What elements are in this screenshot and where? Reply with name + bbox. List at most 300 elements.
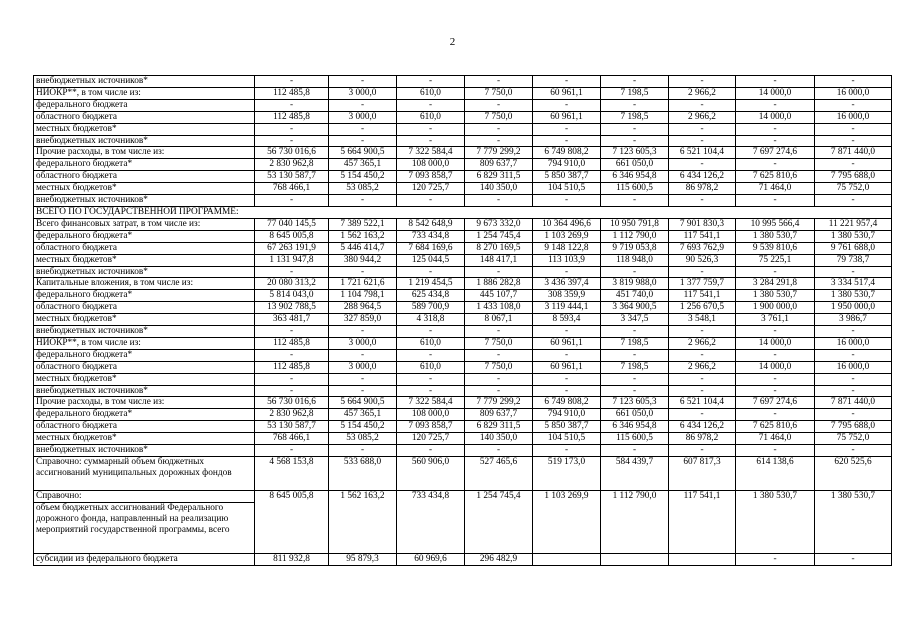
row-label: НИОКР**, в том числе из:: [34, 337, 255, 349]
value-cell: 7 198,5: [601, 87, 669, 99]
value-cell: 1 103 269,9: [533, 230, 601, 242]
value-cell: -: [329, 326, 397, 338]
value-cell: -: [255, 195, 329, 207]
value-cell: 1 950 000,0: [815, 302, 892, 314]
value-cell: -: [533, 349, 601, 361]
value-cell: 527 465,6: [465, 457, 533, 491]
value-cell: -: [465, 373, 533, 385]
value-cell: 1 380 530,7: [815, 491, 892, 554]
value-cell: -: [465, 195, 533, 207]
value-cell: -: [601, 373, 669, 385]
value-cell: 1 886 282,8: [465, 278, 533, 290]
value-cell: 108 000,0: [397, 159, 465, 171]
value-cell: 10 364 496,6: [533, 218, 601, 230]
value-cell: 3 000,0: [329, 111, 397, 123]
value-cell: -: [815, 159, 892, 171]
value-cell: -: [255, 123, 329, 135]
value-cell: -: [397, 135, 465, 147]
value-cell: -: [255, 266, 329, 278]
value-cell: 5 154 450,2: [329, 171, 397, 183]
value-cell: 71 464,0: [736, 183, 815, 195]
table-row: [34, 230, 892, 242]
row-label: субсидии из федерального бюджета: [34, 554, 255, 566]
value-cell: 7 093 858,7: [397, 421, 465, 433]
table-row: [34, 397, 892, 409]
value-cell: -: [465, 349, 533, 361]
value-cell: 8 270 169,5: [465, 242, 533, 254]
value-cell: 5 446 414,7: [329, 242, 397, 254]
value-cell: -: [601, 135, 669, 147]
budget-table: [33, 75, 892, 566]
value-cell: 1 562 163,2: [329, 230, 397, 242]
value-cell: 6 521 104,4: [669, 397, 736, 409]
value-cell: 3 284 291,8: [736, 278, 815, 290]
value-cell: 288 964,5: [329, 302, 397, 314]
value-cell: -: [465, 76, 533, 88]
value-cell: 14 000,0: [736, 361, 815, 373]
value-cell: 1 380 530,7: [815, 230, 892, 242]
value-cell: 1 112 790,0: [601, 230, 669, 242]
value-cell: 6 434 126,2: [669, 171, 736, 183]
value-cell: 610,0: [397, 337, 465, 349]
value-cell: -: [397, 385, 465, 397]
reference-roads-row: [34, 457, 892, 491]
value-cell: 584 439,7: [601, 457, 669, 491]
table-row: [34, 385, 892, 397]
value-cell: -: [601, 326, 669, 338]
value-cell: 3 334 517,4: [815, 278, 892, 290]
value-cell: 7 795 688,0: [815, 171, 892, 183]
table-row: [34, 409, 892, 421]
value-cell: 75 225,1: [736, 254, 815, 266]
value-cell: 7 123 605,3: [601, 147, 669, 159]
table-row: [34, 171, 892, 183]
value-cell: -: [736, 445, 815, 457]
value-cell: 6 829 311,5: [465, 171, 533, 183]
value-cell: -: [815, 195, 892, 207]
value-cell: 6 346 954,8: [601, 171, 669, 183]
value-cell: 6 521 104,4: [669, 147, 736, 159]
value-cell: 56 730 016,6: [255, 147, 329, 159]
table-row: [34, 433, 892, 445]
value-cell: 10 950 791,8: [601, 218, 669, 230]
value-cell: 112 485,8: [255, 87, 329, 99]
value-cell: 7 750,0: [465, 337, 533, 349]
value-cell: -: [736, 409, 815, 421]
value-cell: 117 541,1: [669, 290, 736, 302]
value-cell: -: [815, 349, 892, 361]
value-cell: -: [329, 266, 397, 278]
value-cell: -: [533, 135, 601, 147]
table-row: [34, 76, 892, 88]
row-label: федерального бюджета*: [34, 349, 255, 361]
value-cell: 5 154 450,2: [329, 421, 397, 433]
value-cell: 95 879,3: [329, 554, 397, 566]
row-label: местных бюджетов*: [34, 254, 255, 266]
value-cell: 589 700,9: [397, 302, 465, 314]
value-cell: 7 198,5: [601, 361, 669, 373]
value-cell: 3 436 397,4: [533, 278, 601, 290]
value-cell: 445 107,7: [465, 290, 533, 302]
table-row: [34, 445, 892, 457]
value-cell: -: [736, 76, 815, 88]
value-cell: 60 961,1: [533, 361, 601, 373]
table-row: [34, 242, 892, 254]
value-cell: 768 466,1: [255, 183, 329, 195]
value-cell: 7 625 810,6: [736, 171, 815, 183]
value-cell: -: [601, 445, 669, 457]
row-label: местных бюджетов*: [34, 183, 255, 195]
value-cell: -: [533, 445, 601, 457]
value-cell: -: [533, 99, 601, 111]
row-label: внебюджетных источников*: [34, 195, 255, 207]
value-cell: 1 254 745,4: [465, 491, 533, 554]
value-cell: 115 600,5: [601, 433, 669, 445]
value-cell: 7 871 440,0: [815, 397, 892, 409]
value-cell: 7 795 688,0: [815, 421, 892, 433]
row-label: Справочно: суммарный объем бюджетных ассигнований муниципальных дорожных фондов: [34, 457, 255, 491]
value-cell: -: [255, 349, 329, 361]
table-row: [34, 159, 892, 171]
value-cell: 4 568 153,8: [255, 457, 329, 491]
value-cell: -: [736, 554, 815, 566]
value-cell: 1 380 530,7: [736, 290, 815, 302]
value-cell: -: [533, 266, 601, 278]
value-cell: 53 130 587,7: [255, 171, 329, 183]
value-cell: -: [255, 445, 329, 457]
value-cell: -: [465, 445, 533, 457]
value-cell: 86 978,2: [669, 433, 736, 445]
value-cell: 5 814 043,0: [255, 290, 329, 302]
value-cell: -: [669, 266, 736, 278]
value-cell: 661 050,0: [601, 409, 669, 421]
value-cell: 3 548,1: [669, 314, 736, 326]
value-cell: 75 752,0: [815, 433, 892, 445]
value-cell: 533 688,0: [329, 457, 397, 491]
value-cell: 1 112 790,0: [601, 491, 669, 554]
value-cell: 607 817,3: [669, 457, 736, 491]
value-cell: 60 961,1: [533, 87, 601, 99]
value-cell: -: [736, 195, 815, 207]
value-cell: -: [601, 266, 669, 278]
value-cell: -: [255, 373, 329, 385]
value-cell: 7 322 584,4: [397, 397, 465, 409]
value-cell: 610,0: [397, 87, 465, 99]
value-cell: 733 434,8: [397, 491, 465, 554]
value-cell: 7 779 299,2: [465, 147, 533, 159]
value-cell: 7 123 605,3: [601, 397, 669, 409]
value-cell: 140 350,0: [465, 433, 533, 445]
value-cell: 1 377 759,7: [669, 278, 736, 290]
value-cell: 16 000,0: [815, 361, 892, 373]
row-label: федерального бюджета: [34, 99, 255, 111]
row-label: областного бюджета: [34, 171, 255, 183]
value-cell: -: [465, 266, 533, 278]
value-cell: 625 434,8: [397, 290, 465, 302]
row-label: внебюджетных источников*: [34, 266, 255, 278]
value-cell: 7 697 274,6: [736, 147, 815, 159]
row-label: федерального бюджета*: [34, 159, 255, 171]
table-row: [34, 278, 892, 290]
value-cell: -: [736, 99, 815, 111]
value-cell: -: [669, 135, 736, 147]
value-cell: -: [669, 76, 736, 88]
value-cell: -: [815, 76, 892, 88]
table-row: [34, 290, 892, 302]
value-cell: 457 365,1: [329, 159, 397, 171]
value-cell: -: [397, 195, 465, 207]
value-cell: 77 040 145,5: [255, 218, 329, 230]
value-cell: -: [736, 123, 815, 135]
row-label: НИОКР**, в том числе из:: [34, 87, 255, 99]
value-cell: 3 364 900,5: [601, 302, 669, 314]
value-cell: -: [533, 123, 601, 135]
value-cell: 3 119 444,1: [533, 302, 601, 314]
value-cell: -: [669, 349, 736, 361]
value-cell: -: [601, 385, 669, 397]
value-cell: -: [255, 326, 329, 338]
value-cell: -: [815, 445, 892, 457]
value-cell: 380 944,2: [329, 254, 397, 266]
value-cell: 8 645 005,8: [255, 230, 329, 242]
value-cell: 3 761,1: [736, 314, 815, 326]
value-cell: -: [736, 326, 815, 338]
value-cell: -: [669, 159, 736, 171]
value-cell: -: [465, 123, 533, 135]
value-cell: 3 986,7: [815, 314, 892, 326]
value-cell: 9 539 810,6: [736, 242, 815, 254]
value-cell: 7 750,0: [465, 361, 533, 373]
value-cell: -: [397, 349, 465, 361]
value-cell: 117 541,1: [669, 230, 736, 242]
page-number: 2: [449, 36, 456, 48]
value-cell: 1 380 530,7: [815, 290, 892, 302]
value-cell: 16 000,0: [815, 87, 892, 99]
table-row: [34, 147, 892, 159]
row-label: Капитальные вложения, в том числе из:: [34, 278, 255, 290]
value-cell: 9 761 688,0: [815, 242, 892, 254]
value-cell: 9 673 332,0: [465, 218, 533, 230]
value-cell: 53 085,2: [329, 433, 397, 445]
value-cell: -: [601, 349, 669, 361]
value-cell: -: [329, 195, 397, 207]
value-cell: 794 910,0: [533, 409, 601, 421]
value-cell: 6 346 954,8: [601, 421, 669, 433]
value-cell: 809 637,7: [465, 159, 533, 171]
value-cell: 7 871 440,0: [815, 147, 892, 159]
value-cell: 7 322 584,4: [397, 147, 465, 159]
value-cell: 3 347,5: [601, 314, 669, 326]
value-cell: 75 752,0: [815, 183, 892, 195]
row-label: федерального бюджета*: [34, 230, 255, 242]
row-label: областного бюджета: [34, 111, 255, 123]
value-cell: 8 067,1: [465, 314, 533, 326]
value-cell: 7 625 810,6: [736, 421, 815, 433]
value-cell: 296 482,9: [465, 554, 533, 566]
value-cell: -: [329, 445, 397, 457]
value-cell: 6 749 808,2: [533, 147, 601, 159]
value-cell: 1 104 798,1: [329, 290, 397, 302]
value-cell: -: [736, 159, 815, 171]
table-row: [34, 302, 892, 314]
value-cell: 112 485,8: [255, 337, 329, 349]
value-cell: 7 093 858,7: [397, 171, 465, 183]
value-cell: -: [397, 373, 465, 385]
value-cell: 140 350,0: [465, 183, 533, 195]
table-row: [34, 135, 892, 147]
value-cell: 5 850 387,7: [533, 171, 601, 183]
value-cell: 125 044,5: [397, 254, 465, 266]
row-label: областного бюджета: [34, 242, 255, 254]
row-label: внебюджетных источников*: [34, 76, 255, 88]
row-label: федерального бюджета*: [34, 290, 255, 302]
row-label: внебюджетных источников*: [34, 135, 255, 147]
value-cell: -: [397, 266, 465, 278]
value-cell: -: [465, 99, 533, 111]
value-cell: 1 380 530,7: [736, 491, 815, 554]
value-cell: -: [669, 326, 736, 338]
table-row: [34, 99, 892, 111]
value-cell: -: [815, 99, 892, 111]
value-cell: -: [255, 135, 329, 147]
value-cell: -: [397, 123, 465, 135]
value-cell: -: [669, 123, 736, 135]
value-cell: 7 750,0: [465, 111, 533, 123]
value-cell: 768 466,1: [255, 433, 329, 445]
value-cell: -: [329, 135, 397, 147]
table-row: [34, 195, 892, 207]
value-cell: -: [601, 99, 669, 111]
value-cell: -: [533, 385, 601, 397]
value-cell: -: [815, 385, 892, 397]
value-cell: -: [815, 554, 892, 566]
value-cell: 20 080 313,2: [255, 278, 329, 290]
value-cell: 117 541,1: [669, 491, 736, 554]
row-label: Всего финансовых затрат, в том числе из:: [34, 218, 255, 230]
value-cell: 2 830 962,8: [255, 409, 329, 421]
value-cell: -: [465, 326, 533, 338]
value-cell: -: [533, 373, 601, 385]
value-cell: 9 719 053,8: [601, 242, 669, 254]
value-cell: 6 749 808,2: [533, 397, 601, 409]
value-cell: 519 173,0: [533, 457, 601, 491]
value-cell: 1 256 670,5: [669, 302, 736, 314]
value-cell: 56 730 016,6: [255, 397, 329, 409]
value-cell: -: [669, 373, 736, 385]
value-cell: -: [736, 385, 815, 397]
value-cell: 2 966,2: [669, 337, 736, 349]
value-cell: -: [329, 123, 397, 135]
value-cell: -: [397, 326, 465, 338]
value-cell: -: [736, 373, 815, 385]
value-cell: 4 318,8: [397, 314, 465, 326]
value-cell: -: [533, 195, 601, 207]
value-cell: 794 910,0: [533, 159, 601, 171]
value-cell: 7 697 274,6: [736, 397, 815, 409]
value-cell: -: [533, 326, 601, 338]
value-cell: 7 684 169,6: [397, 242, 465, 254]
value-cell: 327 859,0: [329, 314, 397, 326]
value-cell: 67 263 191,9: [255, 242, 329, 254]
value-cell: 14 000,0: [736, 111, 815, 123]
reference-description: объем бюджетных ассигнований Федерального дорожного фонда, направленный на реализацию мероприятий государственной программы, всего: [36, 503, 230, 535]
row-label: областного бюджета: [34, 302, 255, 314]
value-cell: 16 000,0: [815, 111, 892, 123]
row-label: Прочие расходы, в том числе из:: [34, 397, 255, 409]
value-cell: 112 485,8: [255, 111, 329, 123]
value-cell: 2 966,2: [669, 111, 736, 123]
row-label: федерального бюджета*: [34, 409, 255, 421]
table-row: [34, 218, 892, 230]
value-cell: -: [397, 445, 465, 457]
value-cell: 1 103 269,9: [533, 491, 601, 554]
value-cell: 6 434 126,2: [669, 421, 736, 433]
value-cell: 115 600,5: [601, 183, 669, 195]
row-label: внебюджетных источников*: [34, 385, 255, 397]
value-cell: -: [329, 349, 397, 361]
section-heading: ВСЕГО ПО ГОСУДАРСТВЕННОЙ ПРОГРАММЕ:: [34, 206, 892, 218]
value-cell: 2 830 962,8: [255, 159, 329, 171]
value-cell: -: [465, 135, 533, 147]
value-cell: 1 254 745,4: [465, 230, 533, 242]
value-cell: -: [815, 409, 892, 421]
value-cell: [669, 554, 736, 566]
value-cell: 118 948,0: [601, 254, 669, 266]
table-row: [34, 349, 892, 361]
value-cell: 9 148 122,8: [533, 242, 601, 254]
value-cell: -: [669, 409, 736, 421]
value-cell: 610,0: [397, 361, 465, 373]
reference-title: Справочно:: [34, 491, 254, 503]
table-row: [34, 87, 892, 99]
table-row: [34, 254, 892, 266]
value-cell: 112 485,8: [255, 361, 329, 373]
value-cell: -: [601, 76, 669, 88]
row-label: областного бюджета: [34, 421, 255, 433]
row-label: местных бюджетов*: [34, 314, 255, 326]
value-cell: -: [255, 385, 329, 397]
value-cell: 13 902 788,5: [255, 302, 329, 314]
value-cell: 3 000,0: [329, 361, 397, 373]
value-cell: -: [329, 76, 397, 88]
value-cell: 60 961,1: [533, 111, 601, 123]
value-cell: -: [815, 123, 892, 135]
value-cell: 614 138,6: [736, 457, 815, 491]
row-label: Прочие расходы, в том числе из:: [34, 147, 255, 159]
value-cell: 661 050,0: [601, 159, 669, 171]
value-cell: 60 961,1: [533, 337, 601, 349]
value-cell: 71 464,0: [736, 433, 815, 445]
table-row: [34, 266, 892, 278]
value-cell: -: [329, 385, 397, 397]
value-cell: 1 721 621,6: [329, 278, 397, 290]
value-cell: -: [397, 99, 465, 111]
value-cell: -: [815, 326, 892, 338]
value-cell: 1 131 947,8: [255, 254, 329, 266]
value-cell: 3 000,0: [329, 87, 397, 99]
value-cell: 53 085,2: [329, 183, 397, 195]
value-cell: 14 000,0: [736, 87, 815, 99]
value-cell: 733 434,8: [397, 230, 465, 242]
value-cell: 120 725,7: [397, 183, 465, 195]
value-cell: 14 000,0: [736, 337, 815, 349]
table-row: [34, 326, 892, 338]
value-cell: -: [669, 195, 736, 207]
value-cell: 8 593,4: [533, 314, 601, 326]
value-cell: 560 906,0: [397, 457, 465, 491]
value-cell: 6 829 311,5: [465, 421, 533, 433]
row-label: областного бюджета: [34, 361, 255, 373]
